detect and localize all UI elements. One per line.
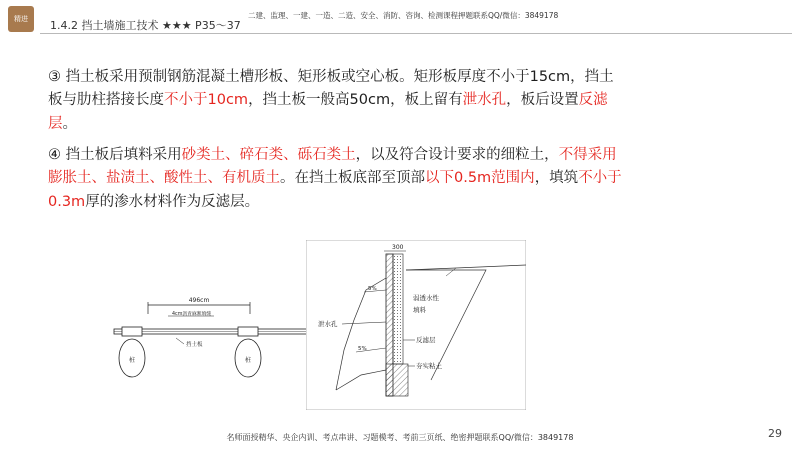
filter-layer-label: 反滤层 [416,336,436,344]
para1-text-1: ③ 挡土板采用预制钢筋混凝土槽形板、矩形板或空心板。矩形板厚度不小于15cm，挡土板与肋柱搭接长度 [48,69,614,109]
brand-logo: 精进 [8,6,34,32]
top-dimension: 300 [392,244,404,251]
para2-highlight-2: 不得采用膨胀土、盐渍土、酸性土、有机质土 [48,147,617,187]
wall-section-diagram [306,240,526,410]
para2-text-3: 。在挡土板底部至顶部 [280,170,425,187]
dimension-label: 496cm [188,297,210,304]
header-contact-note: 二建、监理、一建、一造、二造、安全、消防、咨询、检测课程押题联系QQ/微信：3849178 [248,11,559,20]
para2-highlight-1: 砂类土、碎石类、砾石类土 [181,147,356,163]
paragraph-backfill [48,144,623,214]
title-divider [40,33,792,34]
para2-text-4: ，填筑 [534,170,579,187]
para2-highlight-4: 不小于0.3m [48,170,622,210]
para1-text-2: ，挡土板一般高50cm，板上留有 [248,92,463,109]
para1-highlight-1: 不小于10cm [164,92,249,109]
compacted-clay [386,364,408,396]
page-number: 29 [768,427,782,440]
para1-highlight-2: 泄水孔 [462,92,507,109]
weep-hole-label: 泄水孔 [318,320,338,328]
joint-label: 4cm沥青麻絮填缝 [172,312,212,317]
filter-layer [393,254,403,364]
para2-highlight-3: 以下0.5m范围内 [425,170,535,187]
pile-right-label: 桩 [244,357,252,364]
slope-1-label: 5% [368,286,377,292]
slope-2-label: 5% [358,346,367,352]
footer-note: 名师面授精华、央企内训、考点串讲、习题模考、考前三页纸、绝密押题联系QQ/微信：3849178 [226,433,574,442]
para2-text-5: 厚的渗水材料作为反滤层。 [85,193,260,210]
page-title: 1.4.2 挡土墙施工技术 ★★★ P35～37 [50,19,241,32]
fill-label-1: 弱透水性 [413,294,439,302]
pile-left-label: 桩 [128,357,136,364]
para2-text-2: ，以及符合设计要求的细粒土， [355,147,559,163]
plate-plan-diagram [112,292,312,382]
para1-text-4: 。 [62,115,77,132]
paragraph-retaining-plate [48,66,623,136]
para1-text-3: ，板后设置 [506,92,579,109]
fill-label-2: 填料 [413,306,426,314]
para1-highlight-3: 反滤层 [48,92,608,132]
clay-label: 夯实粘土 [416,362,442,370]
plate-label: 挡土板 [186,342,203,348]
para2-text-1: ④ 挡土板后填料采用 [48,147,182,163]
